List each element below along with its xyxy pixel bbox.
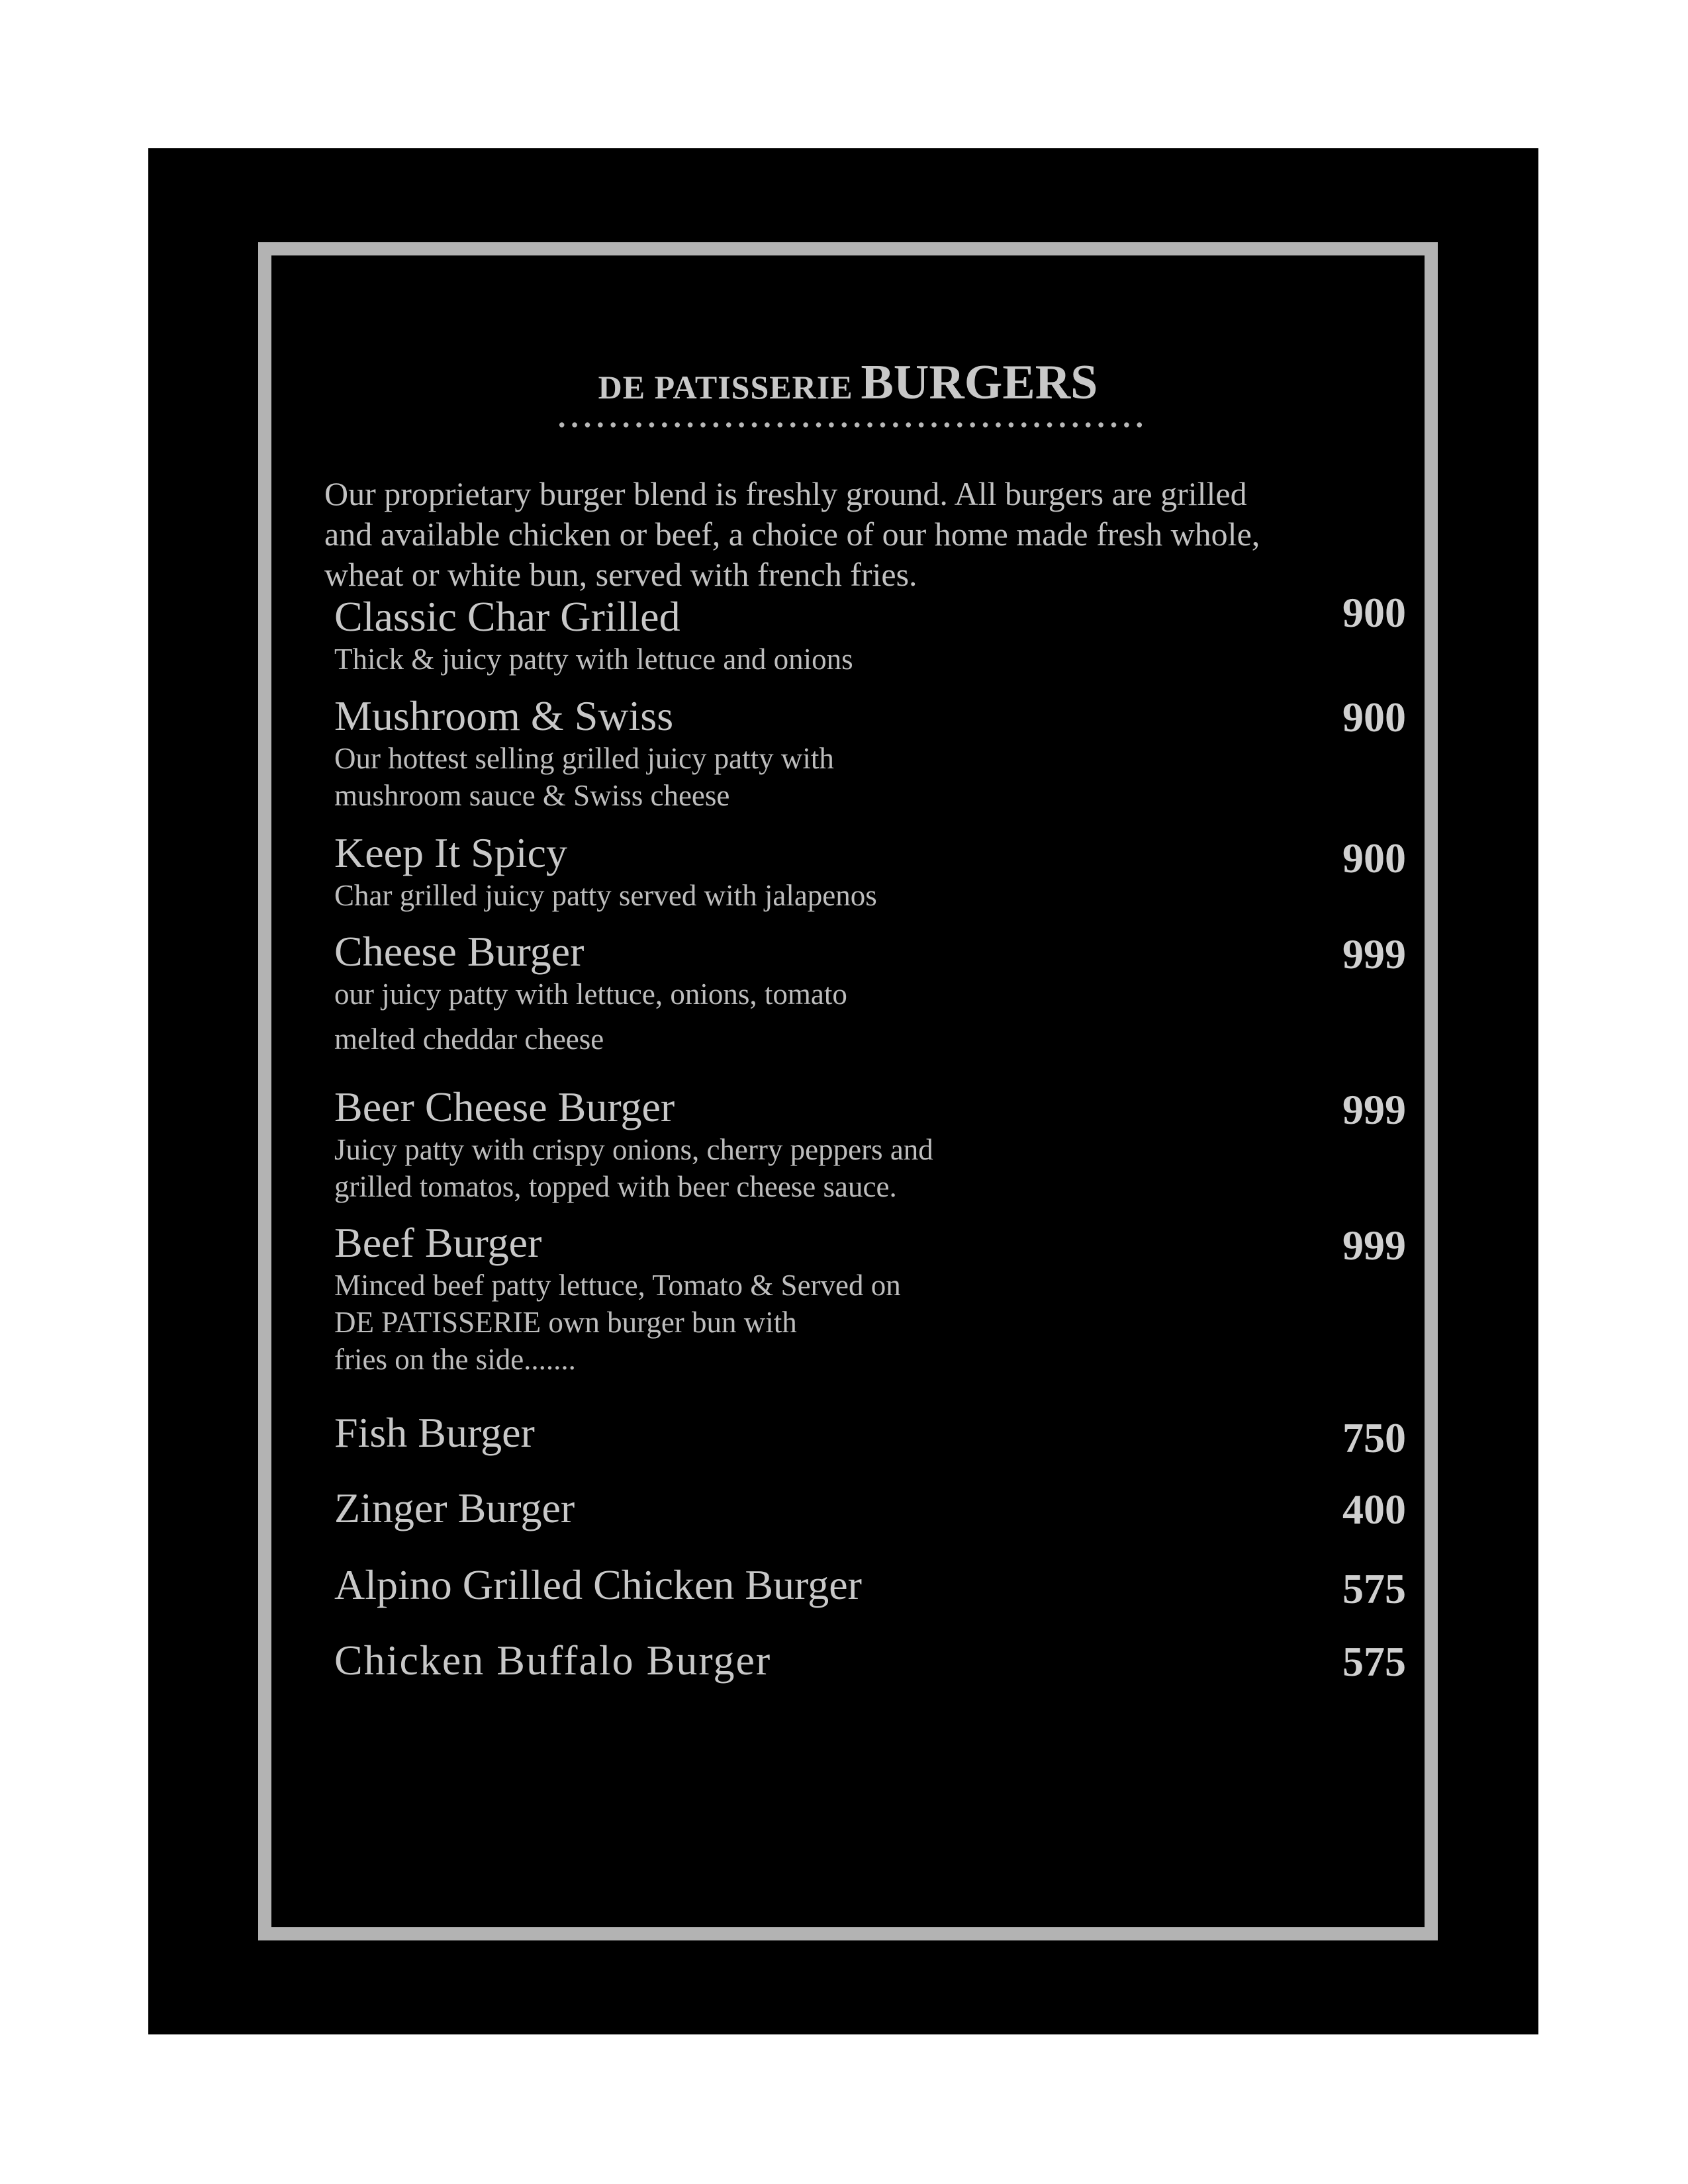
item-name: Fish Burger — [334, 1409, 535, 1456]
menu-intro — [324, 474, 1397, 595]
item-description-line: grilled tomatos, topped with beer cheese sauce. — [334, 1170, 897, 1203]
item-description-line: Minced beef patty lettuce, Tomato & Served on — [334, 1269, 901, 1302]
item-name: Zinger Burger — [334, 1484, 575, 1531]
menu-item-zinger-burger — [334, 1484, 1425, 1532]
intro-line: wheat or white bun, served with french fries. — [324, 556, 917, 593]
item-price: 900 — [1342, 694, 1406, 741]
title-dotted-divider — [555, 421, 1146, 429]
menu-item-beef-burger — [334, 1219, 1425, 1378]
item-price: 999 — [1342, 1222, 1406, 1269]
item-price: 400 — [1342, 1486, 1406, 1533]
menu-item-alpino-grilled-chicken-burger — [334, 1561, 1425, 1612]
menu-item-chicken-buffalo-burger — [334, 1637, 1425, 1684]
menu-title — [271, 355, 1425, 411]
menu-item-mushroom-swiss — [334, 692, 1425, 814]
intro-line: Our proprietary burger blend is freshly ground. All burgers are grilled — [324, 475, 1247, 512]
menu-item-classic-char-grilled — [334, 589, 1425, 678]
item-description — [334, 740, 1425, 814]
item-description-line: Char grilled juicy patty served with jalapenos — [334, 879, 877, 912]
menu-item-keep-it-spicy — [334, 829, 1425, 914]
item-description-line: Our hottest selling grilled juicy patty with — [334, 742, 834, 775]
item-description-line: DE PATISSERIE own burger bun with — [334, 1306, 797, 1339]
item-name: Mushroom & Swiss — [334, 692, 674, 739]
item-name: Beer Cheese Burger — [334, 1083, 675, 1130]
item-description-line: Juicy patty with crispy onions, cherry peppers and — [334, 1133, 933, 1166]
item-description-line: fries on the side....... — [334, 1343, 576, 1376]
menu-item-cheese-burger — [334, 928, 1425, 1058]
item-description-line: Thick & juicy patty with lettuce and onions — [334, 643, 853, 676]
menu-board — [148, 148, 1538, 2034]
item-description — [334, 1131, 1425, 1205]
item-description-line: our juicy patty with lettuce, onions, tomato — [334, 978, 847, 1011]
item-name: Beef Burger — [334, 1219, 542, 1266]
item-description — [334, 641, 1425, 678]
menu-title-prefix: DE PATISSERIE — [598, 369, 853, 406]
item-description — [334, 1267, 1425, 1378]
menu-title-main: BURGERS — [861, 355, 1098, 410]
item-price: 900 — [1342, 835, 1406, 882]
item-description-line: mushroom sauce & Swiss cheese — [334, 779, 730, 812]
item-price: 575 — [1342, 1565, 1406, 1612]
menu-frame — [258, 242, 1438, 1940]
item-description — [334, 877, 1425, 914]
item-price: 575 — [1342, 1638, 1406, 1685]
item-name: Chicken Buffalo Burger — [334, 1637, 772, 1684]
item-name: Keep It Spicy — [334, 829, 567, 876]
item-price: 999 — [1342, 1086, 1406, 1133]
item-description — [334, 976, 1425, 1058]
menu-item-beer-cheese-burger — [334, 1083, 1425, 1205]
item-price: 900 — [1342, 589, 1406, 636]
item-name: Classic Char Grilled — [334, 593, 680, 640]
item-description-line: melted cheddar cheese — [334, 1023, 604, 1056]
item-price: 750 — [1342, 1414, 1406, 1461]
item-price: 999 — [1342, 931, 1406, 978]
item-name: Cheese Burger — [334, 928, 585, 975]
menu-item-fish-burger — [334, 1409, 1425, 1461]
item-name: Alpino Grilled Chicken Burger — [334, 1561, 862, 1608]
intro-line: and available chicken or beef, a choice of our home made fresh whole, — [324, 516, 1260, 553]
